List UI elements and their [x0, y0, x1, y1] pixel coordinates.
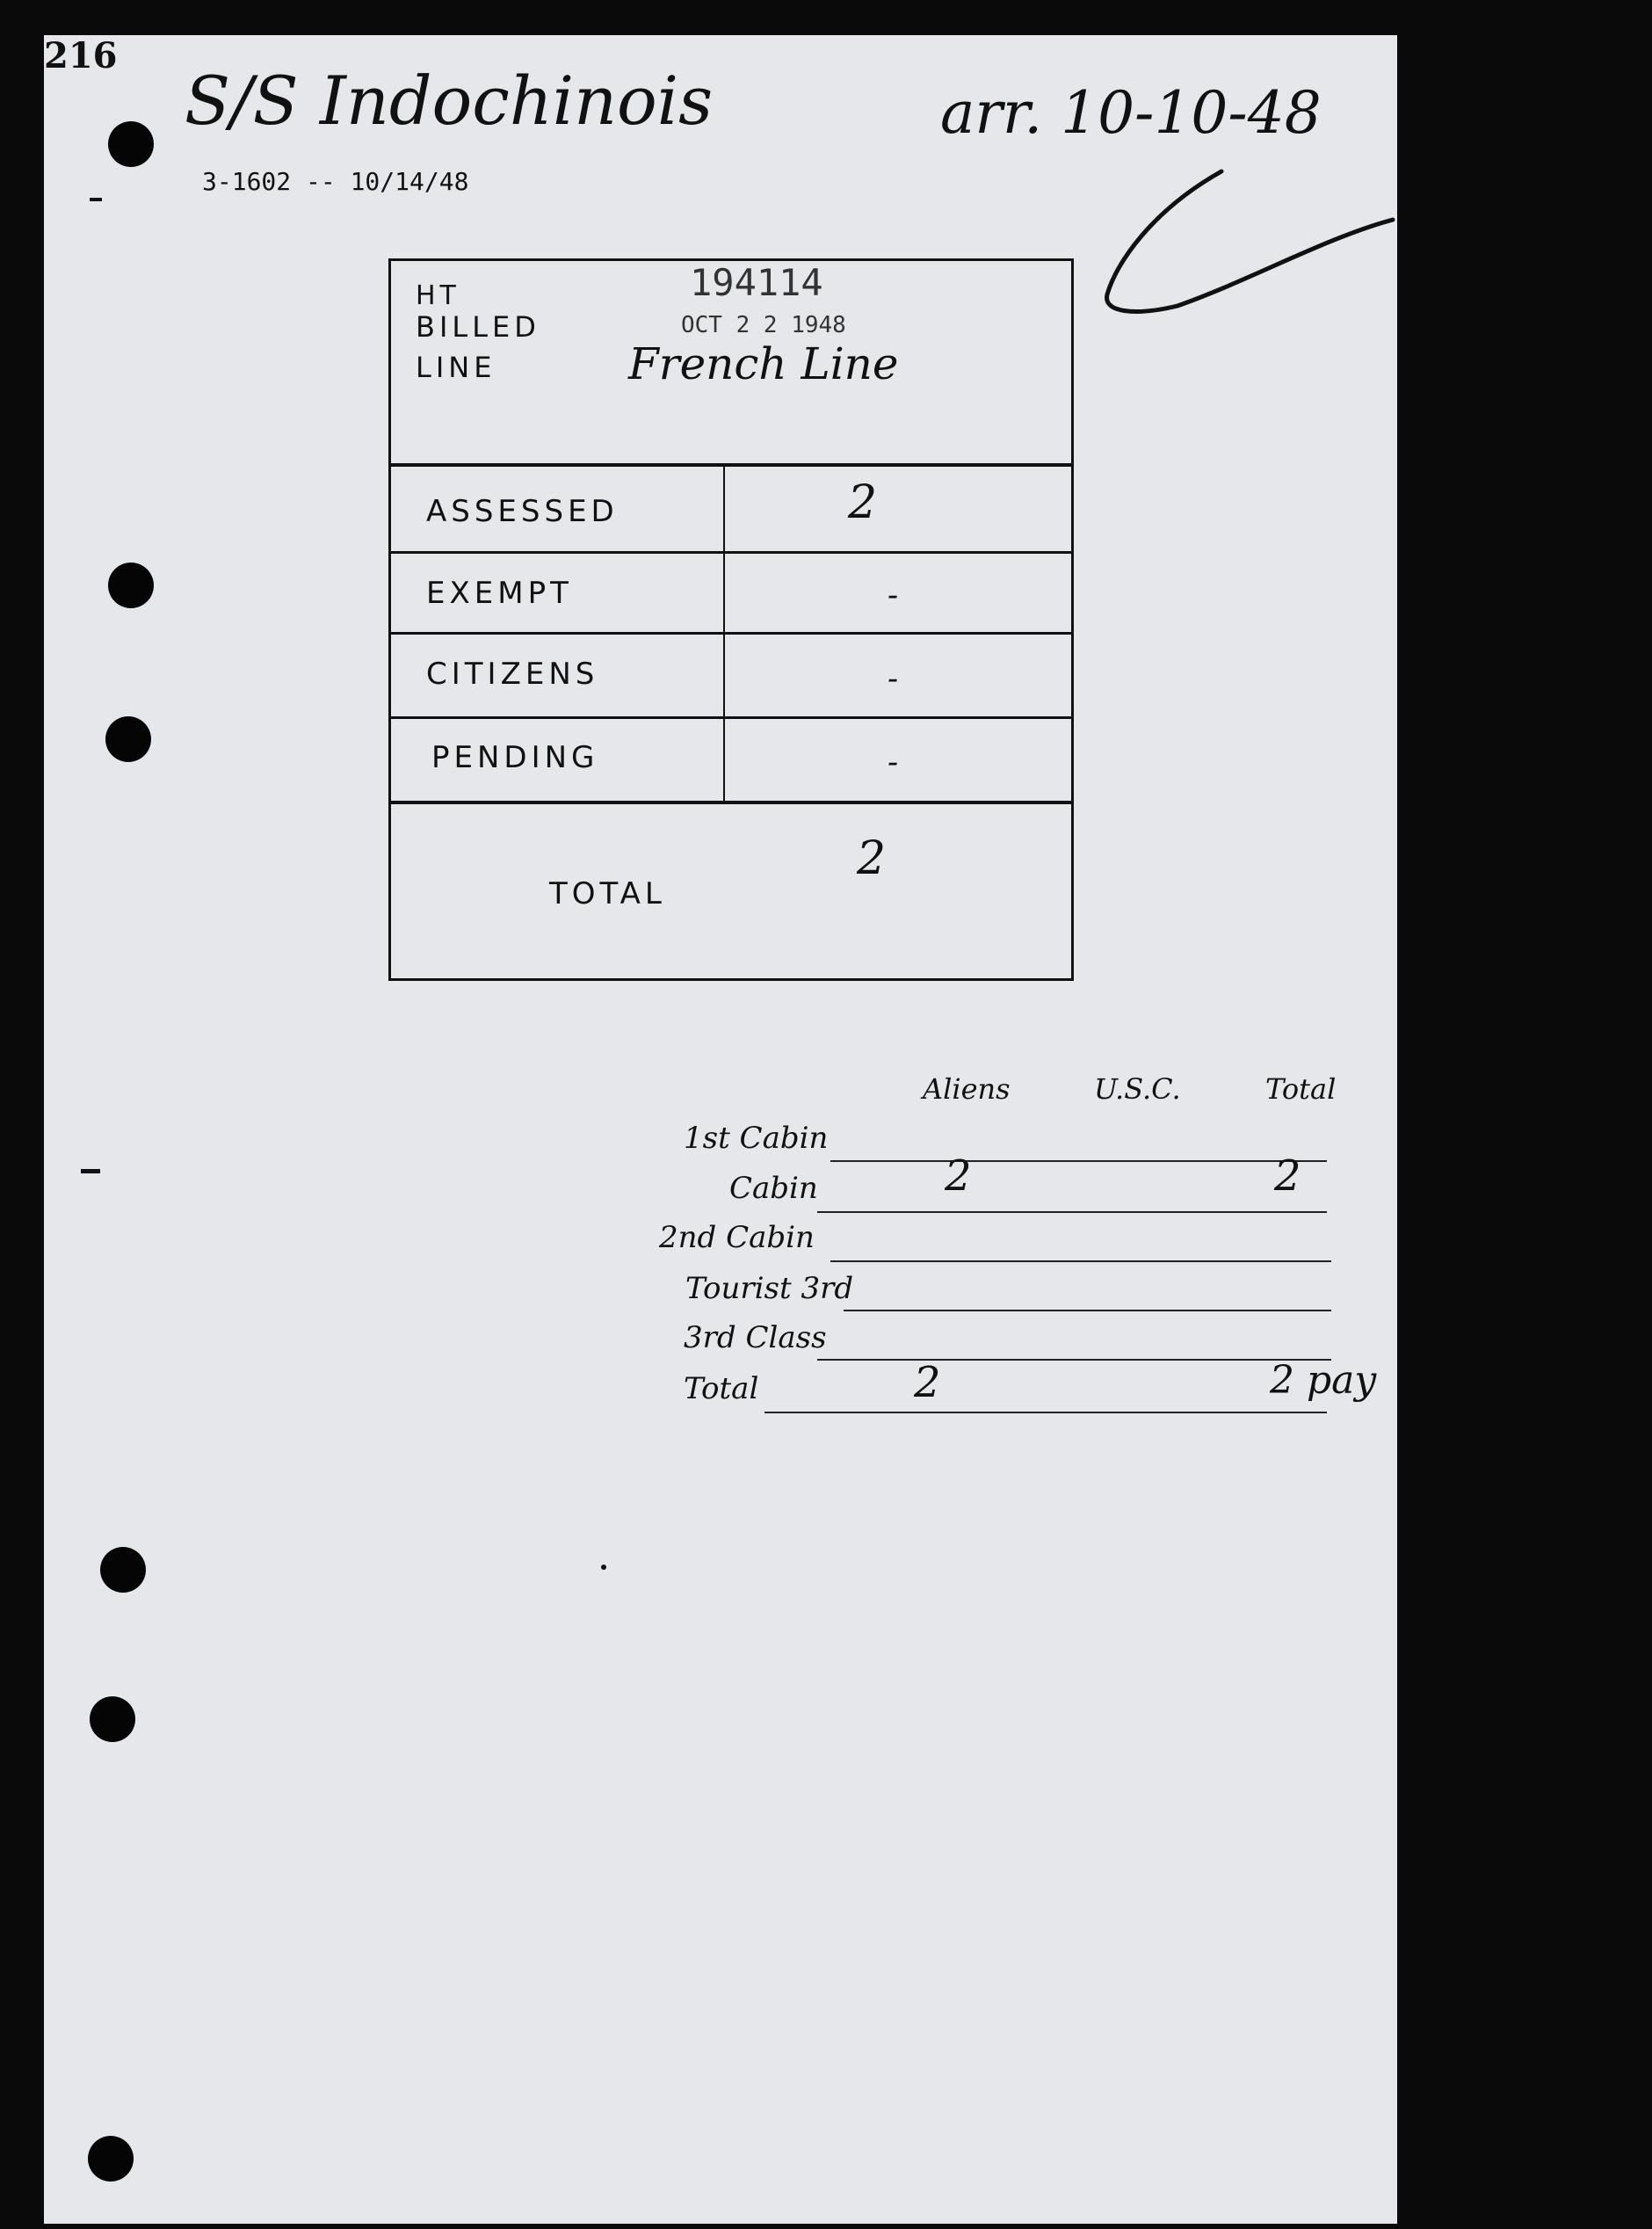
- total-total-value: 2 pay: [1270, 1358, 1377, 1403]
- margin-mark: [81, 1169, 100, 1173]
- row-divider: [391, 463, 1071, 467]
- page-number: 216: [44, 35, 118, 76]
- file-reference: 3-1602 -- 10/14/48: [202, 167, 469, 196]
- row-label-assessed: ASSESSED: [426, 494, 619, 529]
- punch-hole: [108, 563, 154, 608]
- row-divider: [391, 632, 1071, 635]
- margin-mark: [90, 198, 102, 201]
- ht-label: HT: [416, 280, 460, 311]
- total-value: 2: [857, 832, 887, 885]
- row-label-1st-cabin: 1st Cabin: [684, 1121, 829, 1156]
- row-divider: [391, 801, 1071, 804]
- dot-mark: [601, 1565, 606, 1570]
- row-label-citizens: CITIZENS: [426, 657, 599, 692]
- vessel-name: S/S Indochinois: [185, 62, 714, 140]
- line-label: LINE: [416, 351, 496, 384]
- row-line: [844, 1310, 1331, 1311]
- billed-label: BILLED: [416, 310, 540, 344]
- row-label-2nd-cabin: 2nd Cabin: [659, 1220, 815, 1255]
- row-value-assessed: 2: [848, 476, 878, 529]
- row-divider: [391, 716, 1071, 719]
- row-label-cabin: Cabin: [729, 1171, 818, 1206]
- row-value-exempt: -: [888, 577, 899, 614]
- cabin-aliens-value: 2: [945, 1151, 972, 1201]
- total-aliens-value: 2: [914, 1358, 941, 1407]
- arrival-date: arr. 10-10-48: [940, 79, 1322, 147]
- row-value-citizens: -: [888, 661, 899, 697]
- cabin-total-value: 2: [1274, 1151, 1301, 1201]
- row-label-3rd-class: 3rd Class: [684, 1320, 827, 1355]
- punch-hole: [105, 716, 151, 762]
- column-divider: [723, 465, 725, 804]
- row-label-tourist-3rd: Tourist 3rd: [685, 1271, 854, 1306]
- line-value: French Line: [628, 338, 899, 389]
- row-line: [764, 1412, 1327, 1413]
- row-label-pending: PENDING: [431, 740, 599, 775]
- row-label-exempt: EXEMPT: [426, 576, 573, 611]
- column-header-usc: U.S.C.: [1094, 1072, 1181, 1106]
- punch-hole: [90, 1696, 135, 1742]
- punch-hole: [88, 2136, 134, 2182]
- row-line: [830, 1260, 1331, 1262]
- column-header-aliens: Aliens: [923, 1072, 1011, 1106]
- stamp-number: 194114: [690, 261, 823, 304]
- column-header-total: Total: [1265, 1072, 1337, 1106]
- document-page: [44, 35, 1397, 2224]
- check-mark-icon: [1098, 149, 1397, 343]
- punch-hole: [100, 1547, 146, 1593]
- row-line: [817, 1359, 1331, 1361]
- stamp-date: OCT 2 2 1948: [681, 312, 846, 338]
- row-divider: [391, 551, 1071, 554]
- punch-hole: [108, 121, 154, 167]
- total-label: TOTAL: [549, 876, 666, 911]
- row-value-pending: -: [888, 744, 899, 781]
- head-tax-box: [388, 258, 1074, 981]
- row-label-total: Total: [684, 1371, 759, 1406]
- row-line: [817, 1211, 1327, 1213]
- row-line: [830, 1160, 1327, 1162]
